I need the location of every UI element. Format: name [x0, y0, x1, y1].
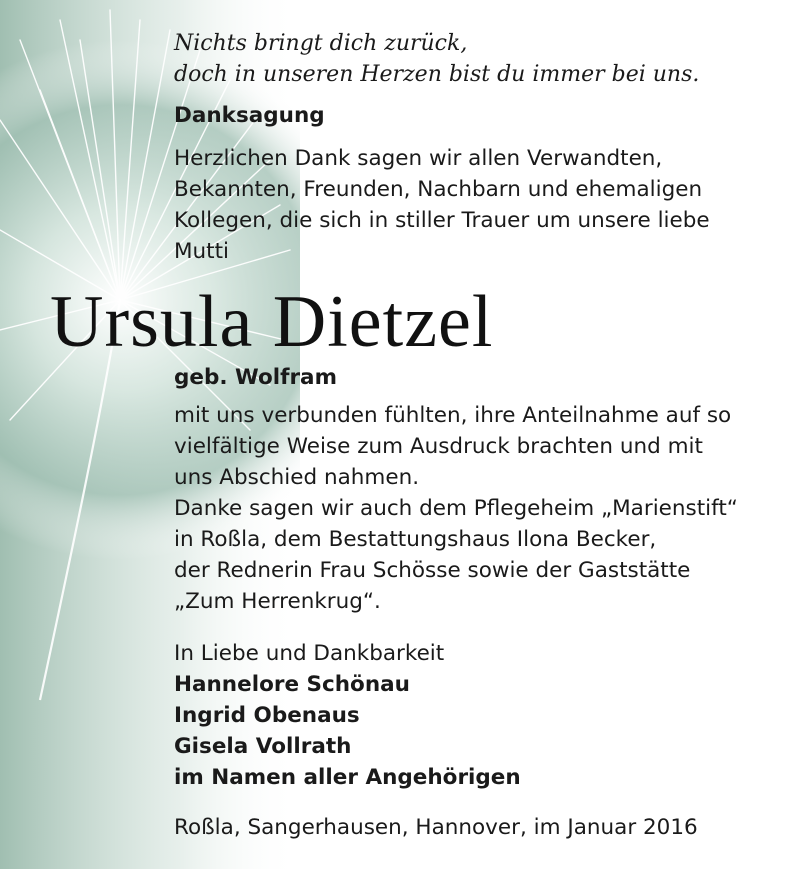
body-paragraph	[174, 400, 738, 617]
text-line: Kollegen, die sich in stiller Trauer um unsere liebe	[174, 208, 710, 233]
text-line: Herzlichen Dank sagen wir allen Verwandten,	[174, 146, 663, 171]
signer-name: Gisela Vollrath	[174, 734, 352, 759]
heading-danksagung: Danksagung	[174, 103, 325, 128]
motto-line: Nichts bringt dich zurück,	[174, 31, 468, 56]
deceased-name: Ursula Dietzel	[50, 281, 494, 363]
thanks-paragraph	[174, 143, 774, 267]
birth-name: geb. Wolfram	[174, 365, 337, 390]
closing-block	[174, 638, 521, 793]
closing-intro: In Liebe und Dankbarkeit	[174, 641, 445, 666]
signer-name: Hannelore Schönau	[174, 672, 410, 697]
text-line: in Roßla, dem Bestattungshaus Ilona Becker,	[174, 527, 657, 552]
text-line: Danke sagen wir auch dem Pflegeheim „Marienstift“	[174, 496, 738, 521]
text-line: „Zum Herrenkrug“.	[174, 589, 381, 614]
text-line: Bekannten, Freunden, Nachbarn und ehemaligen	[174, 177, 703, 202]
text-line: uns Abschied nahmen.	[174, 465, 420, 490]
place-date: Roßla, Sangerhausen, Hannover, im Januar 2016	[174, 815, 698, 840]
motto-verse	[174, 28, 774, 90]
text-line: mit uns verbunden fühlten, ihre Anteilnahme auf so	[174, 403, 732, 428]
text-line: der Rednerin Frau Schösse sowie der Gaststätte	[174, 558, 691, 583]
text-line: vielfältige Weise zum Ausdruck brachten und mit	[174, 434, 703, 459]
signer-name: Ingrid Obenaus	[174, 703, 360, 728]
signer-name: im Namen aller Angehörigen	[174, 765, 521, 790]
text-line: Mutti	[174, 239, 230, 264]
motto-line: doch in unseren Herzen bist du immer bei uns.	[174, 62, 700, 87]
